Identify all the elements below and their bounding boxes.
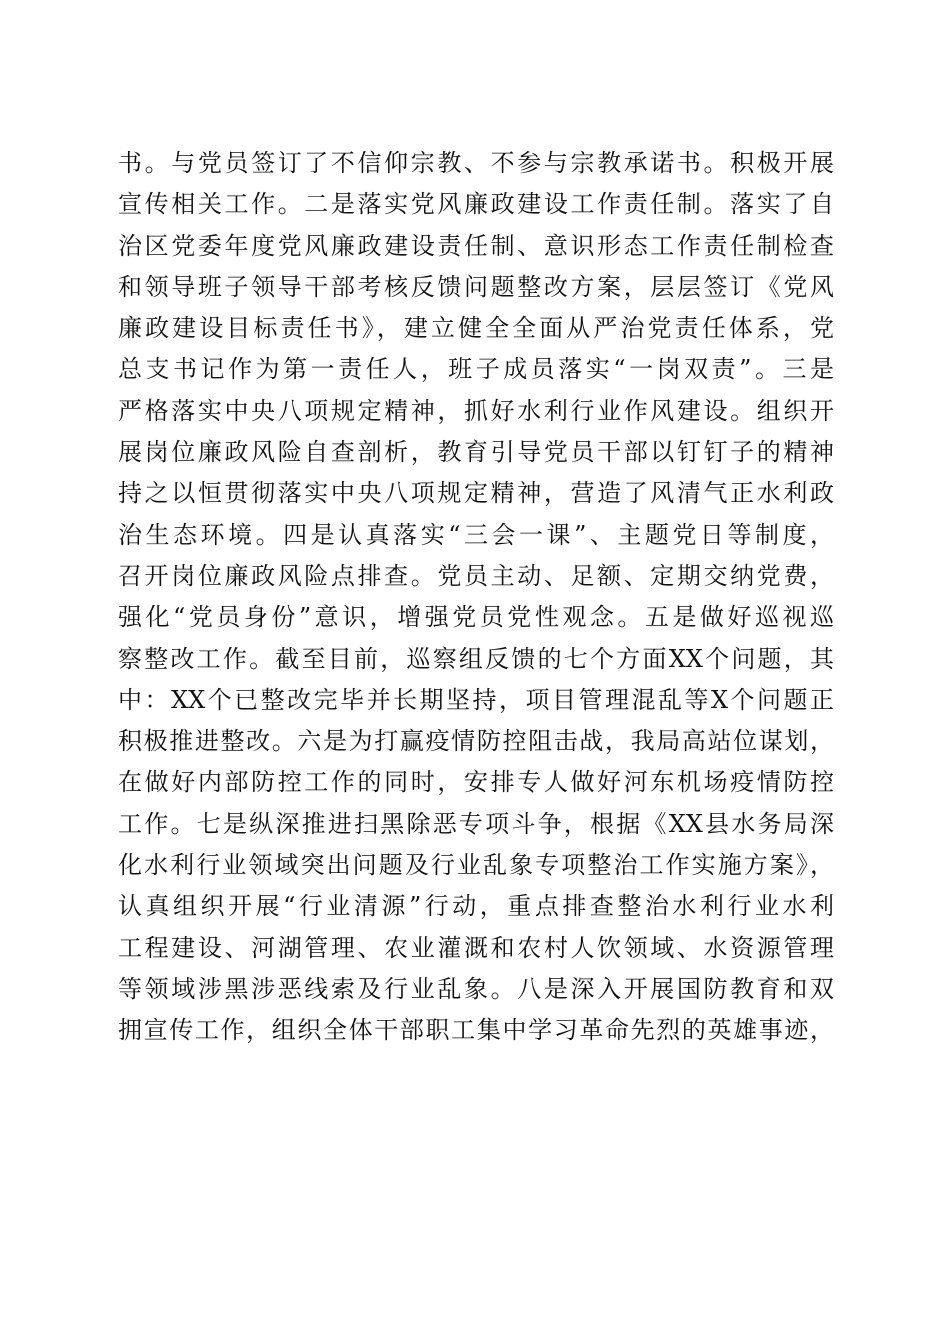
text-line: 持之以恒贯彻落实中央八项规定精神，营造了风清气正水利政: [118, 479, 834, 508]
body-paragraph: [118, 143, 838, 1052]
text-line: 拥宣传工作，组织全体干部职工集中学习革命先烈的英雄事迹，: [118, 1016, 834, 1045]
text-line: 总支书记作为第一责任人，班子成员落实“一岗双责”。三是: [118, 355, 834, 384]
text-line: 严格落实中央八项规定精神，抓好水利行业作风建设。组织开: [118, 396, 834, 425]
text-line: 治生态环境。四是认真落实“三会一课”、主题党日等制度，: [118, 520, 834, 549]
text-line: 等领域涉黑涉恶线索及行业乱象。八是深入开展国防教育和双: [118, 974, 834, 1003]
text-line: 召开岗位廉政风险点排查。党员主动、足额、定期交纳党费，: [118, 561, 834, 590]
text-line: 宣传相关工作。二是落实党风廉政建设工作责任制。落实了自: [118, 190, 834, 219]
text-line: 治区党委年度党风廉政建设责任制、意识形态工作责任制检查: [118, 231, 834, 260]
text-line: 强化“党员身份”意识，增强党员党性观念。五是做好巡视巡: [118, 603, 834, 632]
text-line: 工作。七是纵深推进扫黑除恶专项斗争，根据《XX县水务局深: [118, 809, 834, 838]
text-line: 工程建设、河湖管理、农业灌溉和农村人饮领域、水资源管理: [118, 933, 834, 962]
text-line: 展岗位廉政风险自查剖析，教育引导党员干部以钉钉子的精神: [118, 438, 834, 467]
text-line: 廉政建设目标责任书》，建立健全全面从严治党责任体系，党: [118, 314, 834, 343]
text-line: 在做好内部防控工作的同时，安排专人做好河东机场疫情防控: [118, 768, 834, 797]
text-line: 书。与党员签订了不信仰宗教、不参与宗教承诺书。积极开展: [118, 149, 834, 177]
text-line: 化水利行业领域突出问题及行业乱象专项整治工作实施方案》，: [118, 851, 834, 880]
text-line: 认真组织开展“行业清源”行动，重点排查整治水利行业水利: [118, 892, 834, 921]
text-line: 中：XX个已整改完毕并长期坚持，项目管理混乱等X个问题正: [118, 685, 834, 714]
text-line: 察整改工作。截至目前，巡察组反馈的七个方面XX个问题，其: [118, 644, 834, 673]
text-line: 积极推进整改。六是为打赢疫情防控阻击战，我局高站位谋划，: [118, 727, 834, 756]
text-line: 和领导班子领导干部考核反馈问题整改方案，层层签订《党风: [118, 272, 834, 301]
